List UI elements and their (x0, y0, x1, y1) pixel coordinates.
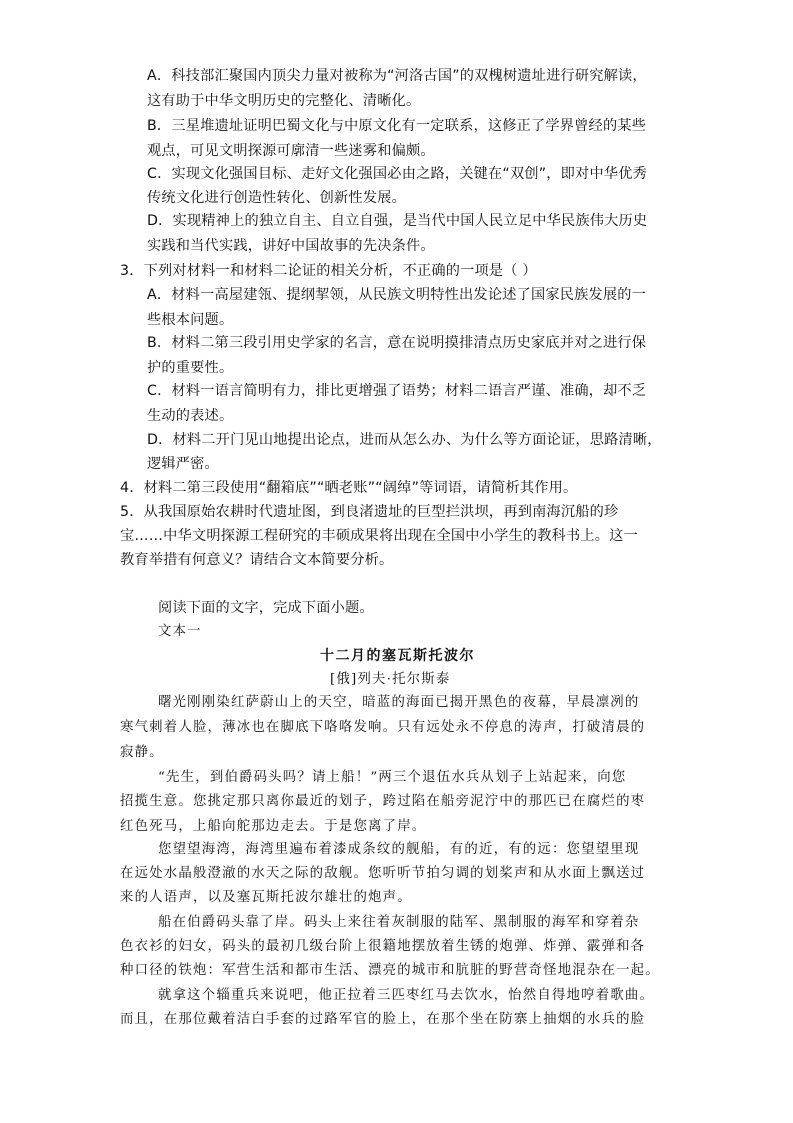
option-b-line-2: 观点，可见文明探源可廓清一些迷雾和偏颇。 (147, 143, 435, 159)
paragraph-3-line-1: 您望望海湾，海湾里遍布着漆成条纹的舰船，有的近，有的远：您望望里现 (158, 842, 640, 857)
paragraph-1-line-2: 寒气刺着人脸，薄冰也在脚底下咯咯发响。只有远处永不停息的涛声，打破清晨的 (120, 720, 646, 735)
text-label: 文本一 (158, 624, 202, 639)
article-title: 十二月的塞瓦斯托波尔 (320, 648, 475, 664)
paragraph-4-line-1: 船在伯爵码头靠了岸。码头上来往着灰制服的陆军、黑制服的海军和穿着杂 (158, 915, 640, 930)
paragraph-4-line-2: 色衣衫的妇女，码头的最初几级台阶上很籍地摆放着生锈的炮弹、炸弹、霰弹和各 (120, 939, 646, 954)
paragraph-2-line-1: “先生，到伯爵码头吗？请上船！”两三个退伍水兵从划子上站起来，向您 (158, 770, 627, 785)
q3-option-c-line-2: 生动的表述。 (147, 408, 234, 424)
option-a-line-2: 这有助于中华文明历史的完整化、清晰化。 (147, 93, 421, 109)
paragraph-5-line-2: 而且，在那位戴着洁白手套的过路军官的脸上，在那个坐在防寨上抽烟的水兵的脸 (120, 1012, 646, 1027)
paragraph-3-line-2: 在远处水晶般澄澈的水天之际的敌舰。您听听节拍匀调的划桨声和从水面上飘送过 (120, 866, 646, 881)
question-4: 4．材料二第三段使用“翻箱底”“晒老账”“阔绰”等词语，请简析其作用。 (120, 480, 578, 496)
q3-option-c-line-1: C．材料一语言简明有力，排比更增强了语势；材料二语言严谨、准确，却不乏 (147, 383, 647, 399)
article-author: [俄]列夫·托尔斯泰 (330, 672, 451, 687)
q3-option-b-line-1: B．材料二第三段引用史学家的名言，意在说明摸排清点历史家底并对之进行保 (147, 335, 647, 351)
reading-instruction: 阅读下面的文字，完成下面小题。 (158, 600, 374, 616)
paragraph-1-line-3: 寂静。 (120, 745, 164, 760)
q3-option-d-line-1: D．材料二开门见山地提出论点，进而从怎么办、为什么等方面论证，思路清晰， (147, 432, 662, 448)
paragraph-5-line-1: 就拿这个辎重兵来说吧，他正拉着三匹枣红马去饮水，怡然自得地哼着歌曲。 (158, 988, 655, 1003)
paragraph-2-line-3: 红色死马，上船向舵那边走去。于是您离了岸。 (120, 819, 427, 834)
q3-option-a-line-2: 些根本问题。 (147, 312, 234, 328)
option-b-line-1: B．三星堆遗址证明巴蜀文化与中原文化有一定联系，这修正了学界曾经的某些 (147, 118, 647, 134)
q3-option-a-line-1: A．材料一高屋建瓴、提纲挈领，从民族文明特性出发论述了国家民族发展的一 (147, 287, 647, 303)
q3-option-b-line-2: 护的重要性。 (147, 360, 234, 376)
paragraph-1-line-1: 曙光刚刚染红萨蔚山上的天空，暗蓝的海面已揭开黑色的夜幕，早晨凛冽的 (158, 695, 640, 710)
paragraph-2-line-2: 招揽生意。您挑定那只离你最近的划子，跨过陷在船旁泥泞中的那匹已在腐烂的枣 (120, 794, 646, 809)
paragraph-3-line-3: 来的人语声，以及塞瓦斯托波尔雄壮的炮声。 (120, 890, 412, 905)
question-5-line-1: 5．从我国原始农耕时代遗址图，到良渚遗址的巨型拦洪坝，再到南海沉船的珍 (120, 504, 619, 520)
question-5-line-2: 宝……中华文明探源工程研究的丰硕成果将出现在全国中小学生的教科书上。这一 (120, 528, 638, 544)
option-d-line-2: 实践和当代实践，讲好中国故事的先决条件。 (147, 238, 435, 254)
q3-option-d-line-2: 逻辑严密。 (147, 456, 219, 472)
option-d-line-1: D．实现精神上的独立自主、自立自强，是当代中国人民立足中华民族伟大历史 (147, 213, 648, 229)
paragraph-4-line-3: 种口径的铁炮：军营生活和都市生活、漂亮的城市和肮脏的野营奇怪地混杂在一起。 (120, 963, 660, 978)
question-5-line-3: 教育举措有何意义？请结合文本简要分析。 (120, 552, 394, 568)
question-3: 3．下列对材料一和材料二论证的相关分析，不正确的一项是（ ） (120, 263, 537, 279)
option-c-line-1: C．实现文化强国目标、走好文化强国必由之路，关键在“双创”，即对中华优秀 (147, 166, 647, 182)
option-c-line-2: 传统文化进行创造性转化、创新性发展。 (147, 190, 406, 206)
option-a-line-1: A．科技部汇聚国内顶尖力量对被称为“河洛古国”的双槐树遗址进行研究解读， (147, 68, 647, 84)
